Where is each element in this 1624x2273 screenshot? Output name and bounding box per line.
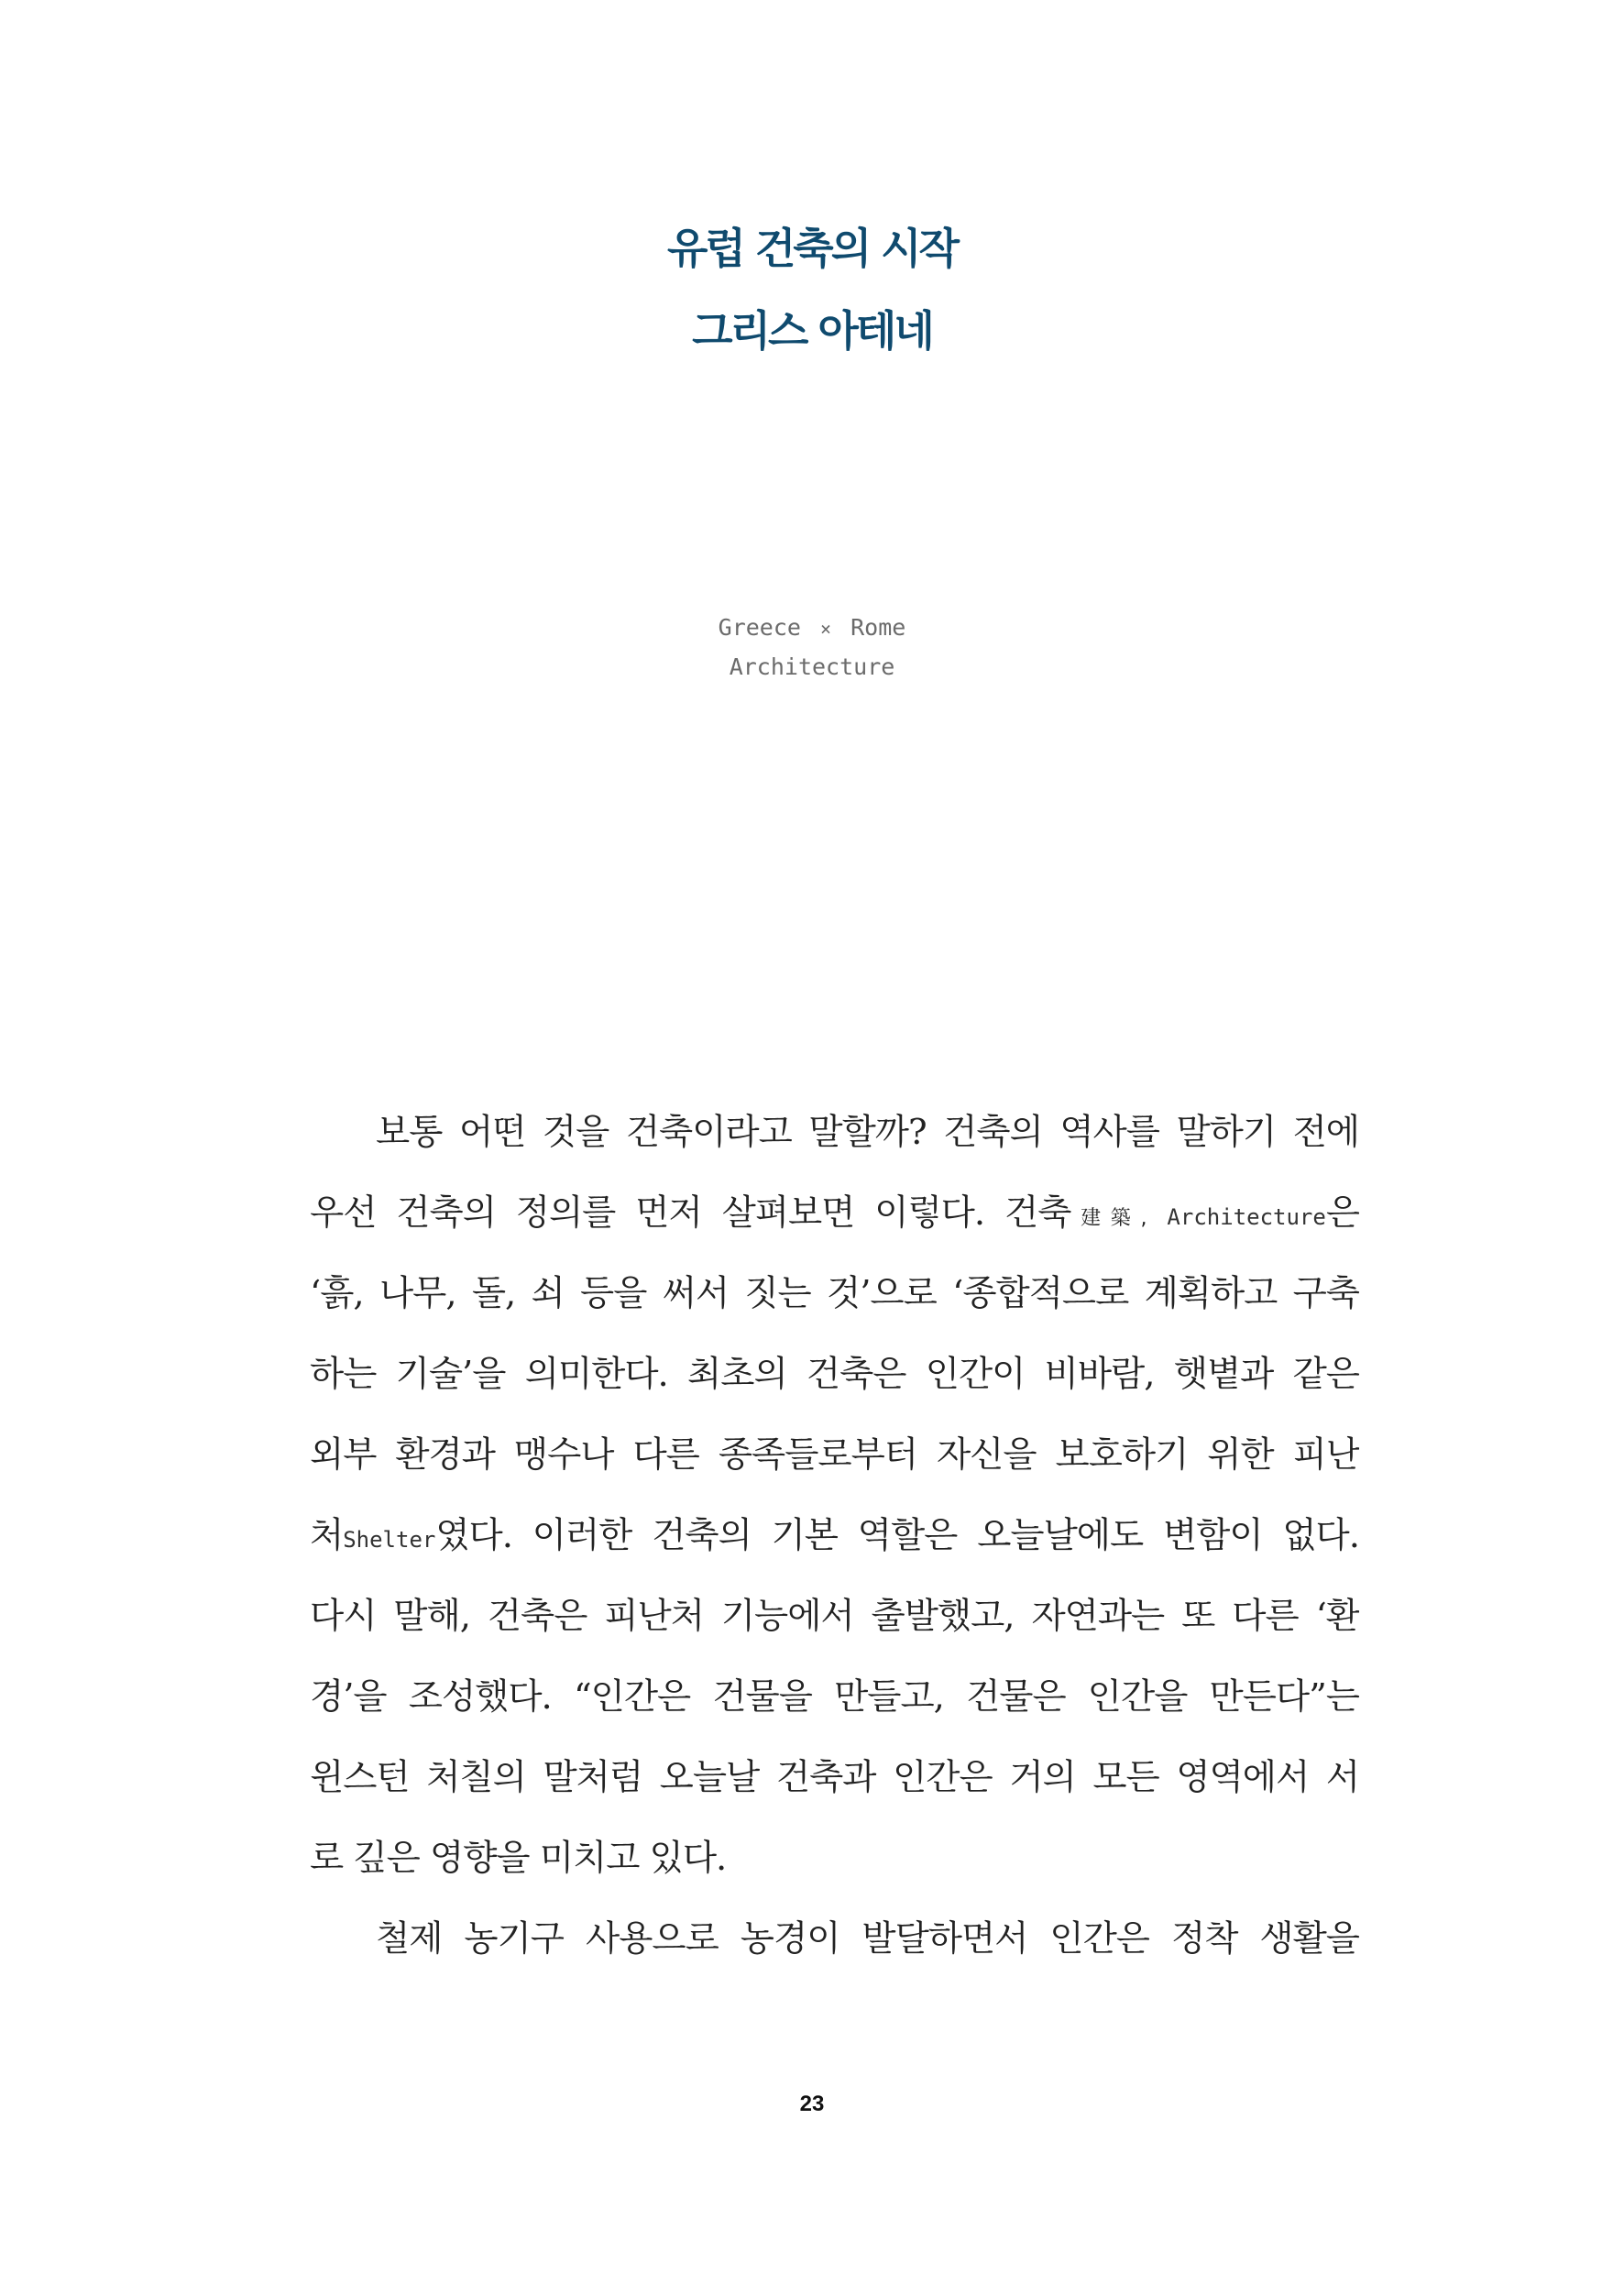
body-line-7: 다시 말해, 건축은 피난처 기능에서 출발했고, 자연과는 또 다른 ‘환 <box>310 1596 1359 1637</box>
body-line-1: 보통 어떤 것을 건축이라고 말할까? 건축의 역사를 말하기 전에 <box>376 1112 1359 1153</box>
body-line-11: 철제 농기구 사용으로 농경이 발달하면서 인간은 정착 생활을 <box>376 1918 1359 1960</box>
chapter-title-line-2: 그리스 아테네 <box>692 306 932 356</box>
chapter-title-line-1: 유럽 건축의 시작 <box>666 224 958 273</box>
body-line-6-text-a: 처 <box>310 1515 344 1556</box>
chapter-subtitle <box>0 609 1624 686</box>
body-line-8: 경’을 조성했다. “인간은 건물을 만들고, 건물은 인간을 만든다”는 <box>310 1676 1359 1718</box>
english-annotation-shelter: Shelter <box>343 1527 436 1553</box>
body-line-10: 로 깊은 영향을 미치고 있다. <box>310 1838 727 1879</box>
hanja-annotation: 建築, <box>1070 1207 1147 1230</box>
chapter-title <box>0 207 1624 372</box>
english-annotation-architecture: Architecture <box>1167 1204 1326 1230</box>
page-number: 23 <box>799 2092 825 2116</box>
body-line-2 <box>310 1173 1359 1254</box>
body-line-2-text-a: 우선 건축의 정의를 먼저 살펴보면 이렇다. 건축 <box>310 1192 1071 1234</box>
subtitle-line-1 <box>0 609 1624 648</box>
subtitle-cross: × <box>820 618 832 640</box>
subtitle-line-2: Architecture <box>729 653 895 680</box>
body-line-5: 외부 환경과 맹수나 다른 종족들로부터 자신을 보호하기 위한 피난 <box>310 1434 1359 1476</box>
body-line-3: ‘흙, 나무, 돌, 쇠 등을 써서 짓는 것’으로 ‘종합적으로 계획하고 구축 <box>310 1273 1359 1314</box>
body-line-6-text-b: 였다. 이러한 건축의 기본 역할은 오늘날에도 변함이 없다. <box>435 1515 1359 1556</box>
subtitle-greece: Greece <box>718 614 801 641</box>
subtitle-rome: Rome <box>850 614 906 641</box>
body-text <box>310 1093 1359 1980</box>
body-line-9: 윈스턴 처칠의 말처럼 오늘날 건축과 인간은 거의 모든 영역에서 서 <box>310 1757 1359 1798</box>
body-line-6 <box>310 1496 1359 1576</box>
body-line-2-text-b: 은 <box>1325 1192 1359 1234</box>
body-line-4: 하는 기술’을 의미한다. 최초의 건축은 인간이 비바람, 햇볕과 같은 <box>310 1354 1359 1395</box>
